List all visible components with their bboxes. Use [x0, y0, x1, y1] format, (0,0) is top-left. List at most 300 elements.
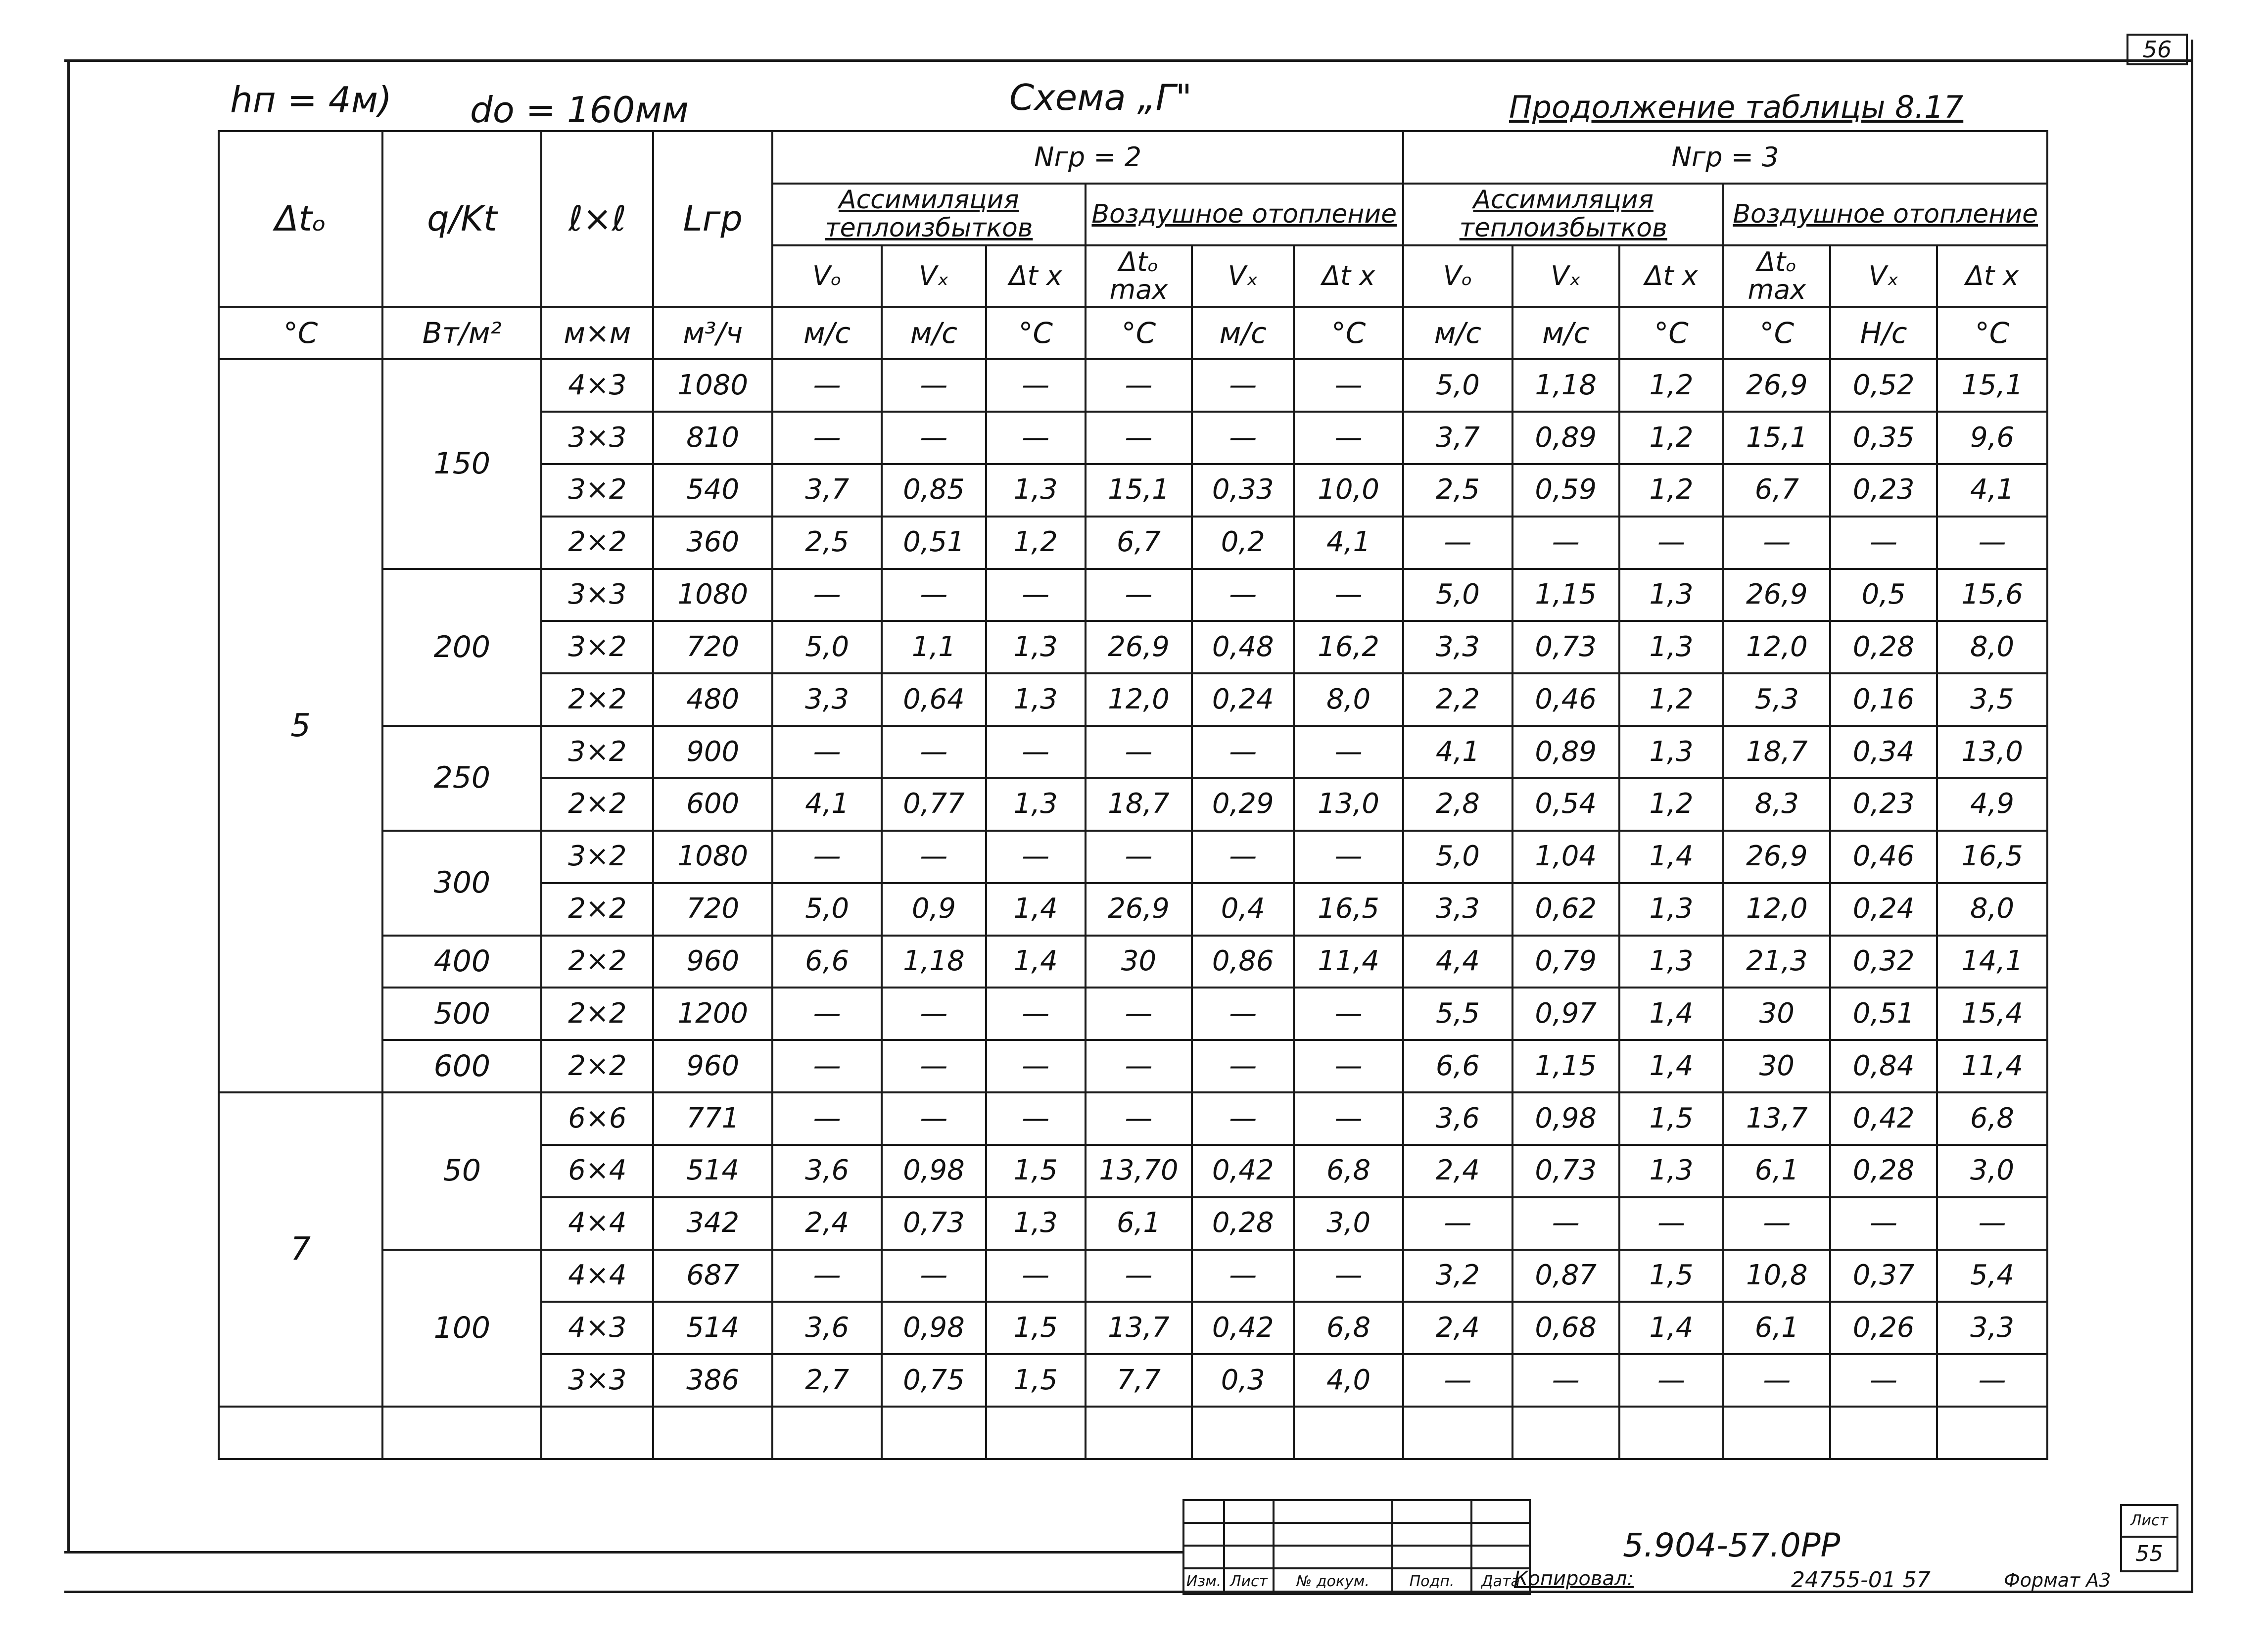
cell-v2ax: —: [1192, 1092, 1294, 1145]
cell-t2max: 12,0: [1086, 673, 1192, 726]
cell-t3ax: 16,5: [1937, 831, 2047, 883]
cell-t2ax: 6,8: [1294, 1302, 1403, 1354]
q-group-cell: 250: [382, 726, 541, 831]
cell-v3x: 1,15: [1512, 1040, 1619, 1092]
cell-t3x: 1,4: [1619, 1040, 1724, 1092]
cell-t3x: 1,4: [1619, 988, 1724, 1040]
cell-t2ax: —: [1294, 1092, 1403, 1145]
cell-t2ax: 4,1: [1294, 517, 1403, 569]
cell-v2ax: 0,48: [1192, 621, 1294, 673]
cell-lgr: 514: [653, 1302, 772, 1354]
header-dtxa-2: Δt x: [1294, 245, 1403, 307]
header-vxa-3: Vₓ: [1830, 245, 1937, 307]
data-body: [219, 359, 2047, 1459]
cell-v3o: 5,5: [1403, 988, 1512, 1040]
cell-t2max: 18,7: [1086, 778, 1192, 831]
do-label: do = 160мм: [470, 89, 689, 131]
cell-v2o: —: [772, 831, 882, 883]
cell-lxb: 3×2: [541, 621, 653, 673]
cell-t2ax: 13,0: [1294, 778, 1403, 831]
sheet-label: Лист: [2130, 1512, 2169, 1529]
cell-v3ax: 0,52: [1830, 359, 1937, 412]
cell-lgr: 386: [653, 1354, 772, 1407]
cell-t3max: 12,0: [1723, 621, 1830, 673]
cell-v2x: —: [882, 726, 986, 778]
continuation-label: Продолжение таблицы 8.17: [1509, 89, 1964, 125]
sheet-label-box: [2120, 1504, 2178, 1538]
cell-v2ax: 0,42: [1192, 1302, 1294, 1354]
cell-t3max: 18,7: [1723, 726, 1830, 778]
cell-v3x: 0,59: [1512, 464, 1619, 517]
unit-v3ax: Н/с: [1830, 307, 1937, 359]
tb-label-list: Лист: [1224, 1568, 1274, 1594]
cell-t3x: 1,4: [1619, 1302, 1724, 1354]
cell-v2ax: 0,28: [1192, 1197, 1294, 1250]
cell-lgr: 540: [653, 464, 772, 517]
cell-t3x: 1,5: [1619, 1250, 1724, 1302]
cell-lgr: 900: [653, 726, 772, 778]
cell-lxb: 3×2: [541, 726, 653, 778]
cell-v2ax: 0,29: [1192, 778, 1294, 831]
header-dtomax-2: Δtₒ max: [1086, 245, 1192, 307]
cell-v2x: —: [882, 569, 986, 621]
cell-t2x: —: [986, 726, 1086, 778]
cell-v2ax: —: [1192, 1040, 1294, 1092]
cell-v3ax: 0,28: [1830, 1145, 1937, 1197]
cell-t2ax: —: [1294, 569, 1403, 621]
cell-v3o: 2,4: [1403, 1302, 1512, 1354]
cell-v3x: 0,98: [1512, 1092, 1619, 1145]
cell-v3ax: —: [1830, 1354, 1937, 1407]
cell-lgr: 960: [653, 1040, 772, 1092]
cell-v2o: —: [772, 1040, 882, 1092]
doc-number: 24755-01 57: [1791, 1567, 1931, 1593]
cell-v3x: —: [1512, 1197, 1619, 1250]
cell-t2ax: 11,4: [1294, 936, 1403, 988]
hp-label: hп = 4м): [230, 79, 392, 121]
cell-v2o: —: [772, 726, 882, 778]
cell-v2ax: 0,24: [1192, 673, 1294, 726]
cell-t2ax: —: [1294, 412, 1403, 464]
cell-v2o: 6,6: [772, 936, 882, 988]
cell-v2x: 1,18: [882, 936, 986, 988]
cell-t3max: 13,7: [1723, 1092, 1830, 1145]
cell-v3o: [1403, 1407, 1512, 1459]
q-group-cell: [382, 1407, 541, 1459]
cell-t2x: —: [986, 359, 1086, 412]
data-table: [218, 130, 2048, 1460]
cell-t2x: [986, 1407, 1086, 1459]
cell-v3ax: —: [1830, 1197, 1937, 1250]
cell-v2ax: —: [1192, 1250, 1294, 1302]
cell-t3ax: [1937, 1407, 2047, 1459]
frame-top-line: [64, 59, 2192, 62]
q-group-cell: 300: [382, 831, 541, 936]
cell-t3ax: 11,4: [1937, 1040, 2047, 1092]
cell-t3max: 30: [1723, 988, 1830, 1040]
cell-t2max: 26,9: [1086, 621, 1192, 673]
cell-t2x: 1,5: [986, 1302, 1086, 1354]
cell-lxb: 2×2: [541, 936, 653, 988]
cell-t2x: 1,3: [986, 673, 1086, 726]
cell-lgr: 687: [653, 1250, 772, 1302]
cell-t3max: —: [1723, 1354, 1830, 1407]
unit-t3max: °C: [1723, 307, 1830, 359]
cell-v3ax: 0,51: [1830, 988, 1937, 1040]
cell-v2o: —: [772, 988, 882, 1040]
unit-dto: °C: [219, 307, 382, 359]
cell-lxb: 2×2: [541, 883, 653, 936]
title-block-grid: [1182, 1499, 1531, 1595]
table-row: [219, 831, 2047, 883]
table-row: [219, 1040, 2047, 1092]
cell-v3x: 1,15: [1512, 569, 1619, 621]
cell-v3o: 2,2: [1403, 673, 1512, 726]
unit-q: Вт/м²: [382, 307, 541, 359]
cell-t3max: 6,1: [1723, 1302, 1830, 1354]
cell-t2max: —: [1086, 412, 1192, 464]
header-assim-2: Ассимиляция теплоизбытков: [772, 184, 1085, 245]
cell-v3x: —: [1512, 1354, 1619, 1407]
table-row: [219, 1407, 2047, 1459]
unit-lgr: м³/ч: [653, 307, 772, 359]
cell-v3x: 1,04: [1512, 831, 1619, 883]
cell-t3max: 6,7: [1723, 464, 1830, 517]
cell-t2ax: —: [1294, 831, 1403, 883]
cell-t2x: 1,3: [986, 621, 1086, 673]
cell-v3x: 0,89: [1512, 726, 1619, 778]
cell-t2x: —: [986, 1250, 1086, 1302]
cell-v2o: —: [772, 359, 882, 412]
q-group-cell: 100: [382, 1250, 541, 1407]
cell-v2x: —: [882, 831, 986, 883]
scheme-title: Схема „Г": [1009, 77, 1192, 118]
cell-lgr: 1080: [653, 569, 772, 621]
cell-lxb: 4×4: [541, 1250, 653, 1302]
cell-t2x: —: [986, 1092, 1086, 1145]
cell-v3o: 3,3: [1403, 883, 1512, 936]
cell-v2x: —: [882, 359, 986, 412]
cell-v3ax: 0,84: [1830, 1040, 1937, 1092]
dto-group-cell: 7: [219, 1092, 382, 1407]
q-group-cell: 600: [382, 1040, 541, 1092]
page-number: 56: [2142, 36, 2172, 63]
header-vo-3: Vₒ: [1403, 245, 1512, 307]
sheet-number-box: [2120, 1536, 2178, 1572]
header-ngr3: Nгр = 3: [1403, 131, 2047, 184]
cell-lgr: 1080: [653, 359, 772, 412]
cell-t2max: —: [1086, 988, 1192, 1040]
cell-v3x: —: [1512, 517, 1619, 569]
frame-right-line: [2191, 40, 2193, 1593]
cell-v3x: 0,68: [1512, 1302, 1619, 1354]
cell-v2x: 0,9: [882, 883, 986, 936]
table-row: [219, 569, 2047, 621]
cell-v3ax: 0,26: [1830, 1302, 1937, 1354]
dto-group-cell: [219, 1407, 382, 1459]
cell-v3ax: 0,42: [1830, 1092, 1937, 1145]
cell-v3x: 0,46: [1512, 673, 1619, 726]
cell-t3x: —: [1619, 517, 1724, 569]
header-lgr: Lгр: [653, 131, 772, 307]
cell-t3max: —: [1723, 1197, 1830, 1250]
cell-t3x: 1,2: [1619, 464, 1724, 517]
sheet-number: 55: [2135, 1541, 2163, 1566]
header-vx-3: Vₓ: [1512, 245, 1619, 307]
cell-v2o: 5,0: [772, 621, 882, 673]
cell-t3x: 1,3: [1619, 936, 1724, 988]
cell-lxb: 3×3: [541, 412, 653, 464]
unit-t3x: °C: [1619, 307, 1724, 359]
q-group-cell: 200: [382, 569, 541, 726]
cell-v2x: 0,64: [882, 673, 986, 726]
cell-t3max: 15,1: [1723, 412, 1830, 464]
cell-t3ax: 15,6: [1937, 569, 2047, 621]
q-group-cell: 400: [382, 936, 541, 988]
cell-lgr: 480: [653, 673, 772, 726]
cell-v3ax: 0,35: [1830, 412, 1937, 464]
cell-t3ax: 3,3: [1937, 1302, 2047, 1354]
cell-lgr: 771: [653, 1092, 772, 1145]
cell-lgr: 514: [653, 1145, 772, 1197]
cell-v2o: 3,6: [772, 1145, 882, 1197]
cell-v3o: —: [1403, 517, 1512, 569]
header-vo-2: Vₒ: [772, 245, 882, 307]
cell-v2x: —: [882, 1092, 986, 1145]
cell-t3ax: 4,9: [1937, 778, 2047, 831]
table-row: [219, 726, 2047, 778]
cell-t2ax: 3,0: [1294, 1197, 1403, 1250]
header-vx-2: Vₓ: [882, 245, 986, 307]
cell-v2x: 0,73: [882, 1197, 986, 1250]
cell-t2ax: —: [1294, 1040, 1403, 1092]
cell-t2ax: —: [1294, 359, 1403, 412]
cell-v2x: [882, 1407, 986, 1459]
cell-t2max: 6,1: [1086, 1197, 1192, 1250]
tb-label-izm: Изм.: [1183, 1568, 1224, 1594]
cell-t3x: 1,3: [1619, 726, 1724, 778]
cell-t2max: 7,7: [1086, 1354, 1192, 1407]
header-dtx-3: Δt x: [1619, 245, 1724, 307]
cell-lgr: [653, 1407, 772, 1459]
cell-t2x: 1,3: [986, 464, 1086, 517]
cell-v3o: 4,4: [1403, 936, 1512, 988]
cell-t3max: 5,3: [1723, 673, 1830, 726]
cell-v3ax: —: [1830, 517, 1937, 569]
cell-v3x: 0,73: [1512, 1145, 1619, 1197]
cell-lxb: 4×3: [541, 359, 653, 412]
cell-v3x: 0,97: [1512, 988, 1619, 1040]
cell-lxb: 2×2: [541, 988, 653, 1040]
cell-t2x: 1,2: [986, 517, 1086, 569]
cell-t3ax: —: [1937, 1197, 2047, 1250]
cell-v3o: 2,4: [1403, 1145, 1512, 1197]
cell-v3ax: 0,46: [1830, 831, 1937, 883]
cell-v3o: 3,3: [1403, 621, 1512, 673]
unit-t2ax: °C: [1294, 307, 1403, 359]
cell-v2ax: —: [1192, 988, 1294, 1040]
cell-t3ax: 5,4: [1937, 1250, 2047, 1302]
cell-t3ax: 14,1: [1937, 936, 2047, 988]
cell-v3o: 2,8: [1403, 778, 1512, 831]
table-row: [219, 988, 2047, 1040]
cell-v2o: 2,4: [772, 1197, 882, 1250]
cell-t3ax: —: [1937, 1354, 2047, 1407]
cell-v3ax: 0,23: [1830, 464, 1937, 517]
cell-t3max: 26,9: [1723, 359, 1830, 412]
cell-v3x: 0,79: [1512, 936, 1619, 988]
cell-lxb: 3×2: [541, 831, 653, 883]
cell-v2ax: —: [1192, 569, 1294, 621]
cell-t3x: 1,2: [1619, 778, 1724, 831]
cell-t2ax: 10,0: [1294, 464, 1403, 517]
document-code: 5.904-57.0PP: [1623, 1526, 1841, 1564]
cell-v2ax: 0,3: [1192, 1354, 1294, 1407]
cell-v2x: 0,85: [882, 464, 986, 517]
cell-v3ax: 0,24: [1830, 883, 1937, 936]
cell-lxb: 2×2: [541, 517, 653, 569]
cell-t2x: 1,5: [986, 1354, 1086, 1407]
cell-t2ax: 8,0: [1294, 673, 1403, 726]
tb-label-doc: № докум.: [1274, 1568, 1392, 1594]
cell-t3ax: 3,0: [1937, 1145, 2047, 1197]
cell-v2ax: —: [1192, 831, 1294, 883]
cell-t2x: —: [986, 412, 1086, 464]
cell-v2o: 5,0: [772, 883, 882, 936]
cell-lgr: 810: [653, 412, 772, 464]
cell-lxb: 3×3: [541, 1354, 653, 1407]
cell-v2ax: —: [1192, 359, 1294, 412]
cell-t2x: 1,3: [986, 778, 1086, 831]
cell-v2o: 3,7: [772, 464, 882, 517]
cell-t3max: —: [1723, 517, 1830, 569]
cell-lxb: 2×2: [541, 1040, 653, 1092]
cell-lgr: 600: [653, 778, 772, 831]
cell-v2ax: 0,86: [1192, 936, 1294, 988]
cell-v2x: —: [882, 412, 986, 464]
cell-t2ax: —: [1294, 726, 1403, 778]
cell-v2o: —: [772, 412, 882, 464]
cell-t2ax: [1294, 1407, 1403, 1459]
cell-t2max: 13,7: [1086, 1302, 1192, 1354]
cell-t3max: 6,1: [1723, 1145, 1830, 1197]
cell-lxb: 4×4: [541, 1197, 653, 1250]
cell-v2ax: [1192, 1407, 1294, 1459]
cell-t3ax: 15,1: [1937, 359, 2047, 412]
cell-v3ax: 0,32: [1830, 936, 1937, 988]
cell-v3o: 4,1: [1403, 726, 1512, 778]
unit-v2ax: м/с: [1192, 307, 1294, 359]
cell-v2o: 3,6: [772, 1302, 882, 1354]
header-q: q/Kt: [382, 131, 541, 307]
cell-t3ax: 15,4: [1937, 988, 2047, 1040]
cell-t2max: —: [1086, 1250, 1192, 1302]
cell-t2max: —: [1086, 1092, 1192, 1145]
cell-t2max: 15,1: [1086, 464, 1192, 517]
table-row: [219, 936, 2047, 988]
cell-v3ax: 0,23: [1830, 778, 1937, 831]
header-dtomax-3: Δtₒ max: [1723, 245, 1830, 307]
cell-lxb: 3×3: [541, 569, 653, 621]
cell-t2x: 1,4: [986, 883, 1086, 936]
cell-v2o: —: [772, 1250, 882, 1302]
cell-lgr: 360: [653, 517, 772, 569]
cell-v3x: 0,54: [1512, 778, 1619, 831]
cell-v3o: 3,2: [1403, 1250, 1512, 1302]
cell-t3ax: 13,0: [1937, 726, 2047, 778]
table-row: [219, 1092, 2047, 1145]
frame-bottom-line: [64, 1551, 1182, 1554]
cell-v2o: 3,3: [772, 673, 882, 726]
cell-t3ax: 8,0: [1937, 621, 2047, 673]
cell-t3ax: 8,0: [1937, 883, 2047, 936]
cell-v2x: 0,51: [882, 517, 986, 569]
cell-v2x: 0,75: [882, 1354, 986, 1407]
cell-t3max: 12,0: [1723, 883, 1830, 936]
q-group-cell: 50: [382, 1092, 541, 1250]
cell-v3ax: 0,37: [1830, 1250, 1937, 1302]
cell-v2x: 0,98: [882, 1145, 986, 1197]
cell-lgr: 1080: [653, 831, 772, 883]
cell-lxb: 4×3: [541, 1302, 653, 1354]
cell-t2x: —: [986, 831, 1086, 883]
cell-lgr: 720: [653, 621, 772, 673]
header-vxa-2: Vₓ: [1192, 245, 1294, 307]
cell-t3ax: 6,8: [1937, 1092, 2047, 1145]
tb-label-date: Дата: [1471, 1568, 1530, 1594]
cell-t3x: 1,3: [1619, 621, 1724, 673]
table-row: [219, 1250, 2047, 1302]
cell-t3x: 1,3: [1619, 1145, 1724, 1197]
tb-label-sign: Подп.: [1392, 1568, 1471, 1594]
cell-v3ax: 0,16: [1830, 673, 1937, 726]
cell-lxb: 3×2: [541, 464, 653, 517]
cell-t2max: [1086, 1407, 1192, 1459]
unit-lxb: м×м: [541, 307, 653, 359]
unit-t2x: °C: [986, 307, 1086, 359]
cell-t3ax: —: [1937, 517, 2047, 569]
cell-t2ax: 6,8: [1294, 1145, 1403, 1197]
q-group-cell: 500: [382, 988, 541, 1040]
cell-v3o: 3,7: [1403, 412, 1512, 464]
cell-t3x: 1,2: [1619, 359, 1724, 412]
cell-v2x: 1,1: [882, 621, 986, 673]
cell-t3x: 1,2: [1619, 412, 1724, 464]
cell-t3max: 30: [1723, 1040, 1830, 1092]
cell-v2ax: 0,33: [1192, 464, 1294, 517]
header-dtxa-3: Δt x: [1937, 245, 2047, 307]
cell-v3ax: 0,5: [1830, 569, 1937, 621]
cell-v2ax: —: [1192, 412, 1294, 464]
cell-lxb: 6×4: [541, 1145, 653, 1197]
cell-lxb: 2×2: [541, 673, 653, 726]
cell-v3x: 0,87: [1512, 1250, 1619, 1302]
page-number-box: [2126, 34, 2188, 65]
cell-v2x: 0,98: [882, 1302, 986, 1354]
cell-v2x: 0,77: [882, 778, 986, 831]
cell-t2max: —: [1086, 1040, 1192, 1092]
cell-t3x: —: [1619, 1197, 1724, 1250]
table-row: [219, 359, 2047, 412]
cell-t2x: 1,4: [986, 936, 1086, 988]
unit-v3x: м/с: [1512, 307, 1619, 359]
cell-v2o: —: [772, 569, 882, 621]
cell-v3o: 3,6: [1403, 1092, 1512, 1145]
header-lxb: ℓ×ℓ: [541, 131, 653, 307]
header-ngr2: Nгр = 2: [772, 131, 1403, 184]
cell-t3max: [1723, 1407, 1830, 1459]
cell-t3x: —: [1619, 1354, 1724, 1407]
